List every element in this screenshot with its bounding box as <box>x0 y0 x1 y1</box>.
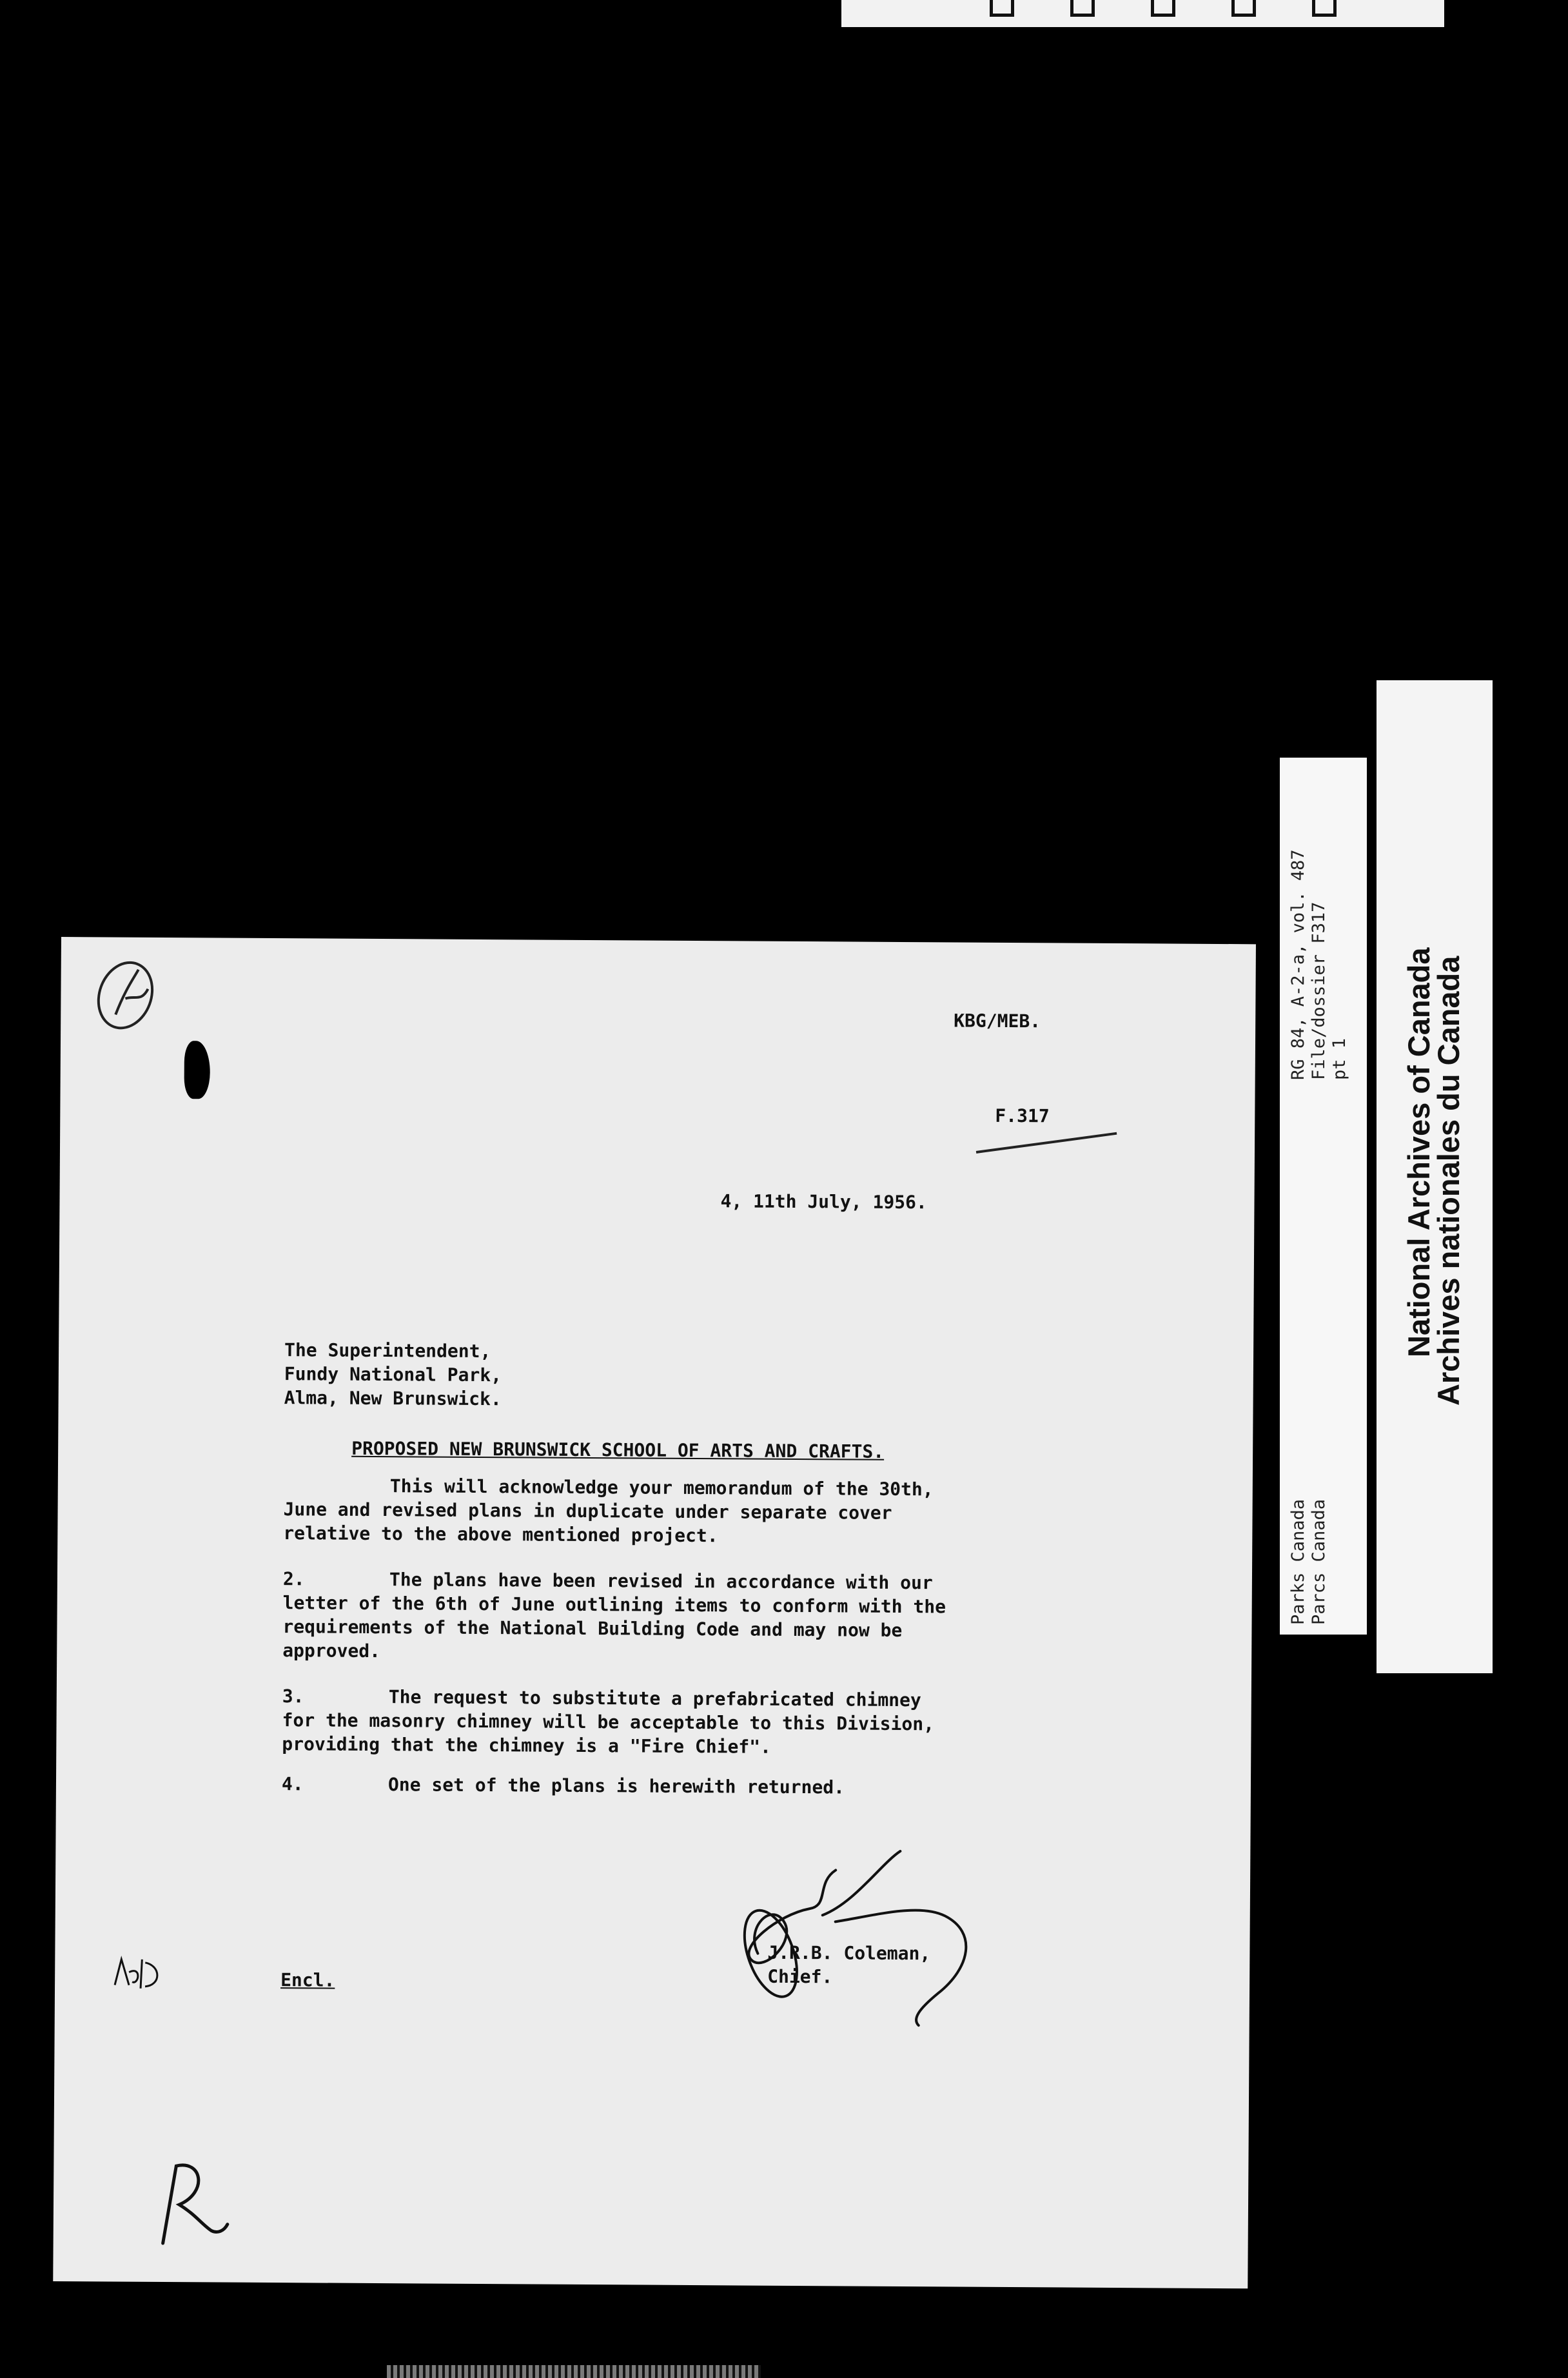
address-line: The Superintendent, <box>284 1339 491 1362</box>
punch-hole <box>184 1041 210 1099</box>
reference-line: pt 1 <box>1329 1037 1349 1080</box>
handwritten-mark <box>150 2153 235 2250</box>
signatory-name: J.R.B. Coleman, <box>767 1941 931 1965</box>
institution-line: Parcs Canada <box>1309 1499 1329 1625</box>
file-number: F.317 <box>995 1105 1050 1127</box>
reference-line: File/dossier F317 <box>1309 901 1329 1080</box>
paragraph-line: June and revised plans in duplicate under separate cover <box>283 1499 892 1524</box>
enclosure-note: Encl. <box>280 1969 335 1991</box>
reference-initials: KBG/MEB. <box>954 1010 1041 1032</box>
archive-reference-label <box>1280 758 1367 1635</box>
film-mark <box>1070 0 1095 17</box>
paragraph-line: The request to substitute a prefabricated chimney <box>388 1686 921 1711</box>
paragraph-number: 3. <box>282 1685 304 1707</box>
paragraph-line: requirements of the National Building Code and may now be <box>282 1616 903 1641</box>
signatory-title: Chief. <box>767 1965 833 1988</box>
letter-subject: PROPOSED NEW BRUNSWICK SCHOOL OF ARTS AND CRAFTS. <box>351 1437 885 1462</box>
paragraph-line: approved. <box>282 1640 381 1662</box>
archives-canada-label <box>1377 680 1493 1673</box>
letter-date: 4, 11th July, 1956. <box>720 1190 927 1214</box>
paragraph-line: One set of the plans is herewith returned. <box>387 1774 845 1798</box>
film-mark <box>1151 0 1175 17</box>
address-line: Alma, New Brunswick. <box>284 1387 502 1410</box>
letter-page <box>53 937 1256 2288</box>
film-mark <box>990 0 1014 17</box>
paragraph-number: 4. <box>281 1773 304 1795</box>
handwritten-signature <box>725 1824 1010 2032</box>
film-top-strip <box>841 0 1444 27</box>
paragraph-line: letter of the 6th of June outlining items to conform with the <box>282 1592 946 1618</box>
paragraph-line: providing that the chimney is a "Fire Chief". <box>282 1733 772 1758</box>
institution-line: Parks Canada <box>1288 1499 1308 1625</box>
paragraph-line: The plans have been revised in accordance with our <box>389 1569 933 1594</box>
archives-name-en: National Archives of Canada <box>1402 947 1436 1357</box>
paragraph-line: This will acknowledge your memorandum of the 30th, <box>389 1475 934 1500</box>
paragraph-number: 2. <box>282 1568 305 1590</box>
film-mark <box>1312 0 1337 17</box>
film-bottom-strip <box>387 2365 761 2378</box>
address-line: Fundy National Park, <box>284 1363 502 1386</box>
paragraph-line: for the masonry chimney will be acceptable to this Division, <box>282 1709 935 1735</box>
paragraph-line: relative to the above mentioned project. <box>283 1522 718 1547</box>
archives-name-fr: Archives nationales du Canada <box>1431 956 1465 1406</box>
file-number-rule <box>976 1132 1117 1154</box>
film-mark <box>1231 0 1256 17</box>
handwritten-initials <box>110 1946 168 1998</box>
reference-line: RG 84, A-2-a, vol. 487 <box>1288 849 1308 1080</box>
file-stamp-scribble <box>90 950 168 1041</box>
